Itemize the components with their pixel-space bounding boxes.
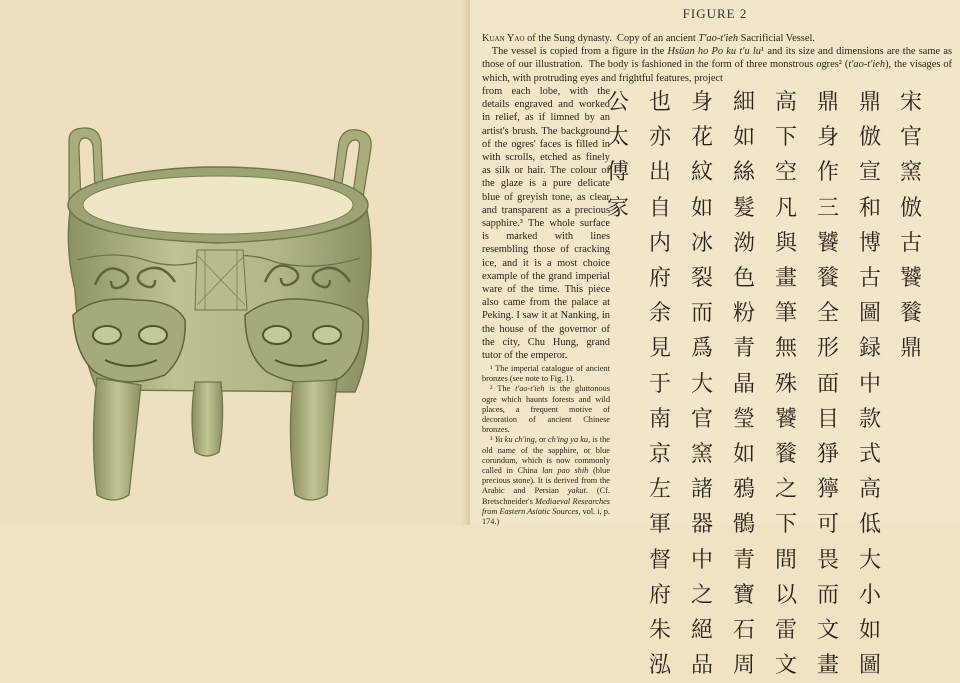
footnote-1: ¹ The imperial catalogue of ancient bronzes (see note to Fig. 1). xyxy=(482,364,610,384)
chinese-column-7: 也亦出自内府余見于南京左軍督府朱泓 xyxy=(648,90,671,679)
chinese-column-5: 細如絲髮泑色粉青晶瑩如鴉鶻青寶石周 xyxy=(732,90,755,679)
chinese-column-6: 身花紋如冰裂而爲大官窯諸器中之絕品 xyxy=(690,90,713,679)
right-page-text xyxy=(470,0,960,679)
chinese-column-8: 公太傅家 xyxy=(606,90,629,221)
chinese-column-2: 鼎倣宣和博古圖録中款式高低大小如圖 xyxy=(858,90,881,679)
left-page-plate xyxy=(0,0,470,525)
footnote-2: ² The t'ao-t'ieh is the gluttonous ogre which haunts forests and wild places, a frequent motive of decoration of ancient Chinese bronzes. xyxy=(482,384,610,435)
caption-column xyxy=(482,85,610,362)
caption-intro-text: Kuan Yao of the Sung dynasty. Copy of an ancient T'ao-t'ieh Sacrificial Vessel. The vessel is copied from a figure in the Hsüan ho Po ku t'u lu¹ and its size and dimensions are the same as those of our illustration. The body is fashioned in the form of three monstrous ogres² (t'ao-t'ieh), the visages of which, with protruding eyes and frightful features, project xyxy=(482,33,952,84)
chinese-column-3: 鼎身作三饕餮全形面目猙獰可畏而文畫 xyxy=(816,90,839,679)
footnote-3: ³ Ya ku ch'ing, or ch'ing ya ku, is the old name of the sapphire, or blue corundum, which is now commonly called in China lan pao shih (blue precious stone). It is derived from the Arabic and Persian yakut. (Cf. Bretschneider's Mediaeval Researches from Eastern Asiatic Sources, vol. i, p. 174.) xyxy=(482,435,611,527)
caption-column-text: from each lobe, with the details engraved and worked in relief, as if limned by an artist's brush. The background of the ogres' faces is filled in with scrolls, etched as finely as silk or hair. The colour of the glaze is a pure delicate blue of greyish tone, as clear and transparent as a precious sapphire.³ The whole surface is marked with lines resembling those of cracking ice, and it is a most choice example of the grand imperial ware of the time. This piece also came from the palace at Peking. I saw it at Nanking, in the house of the governor of the city, Chu Hung, grand tutor of the emperor. xyxy=(482,86,610,362)
footnotes xyxy=(482,364,610,527)
chinese-column-4: 高下空凡與畫筆無殊饕餮之下間以雷文 xyxy=(774,90,797,679)
caption-intro xyxy=(482,32,952,85)
chinese-column-1: 宋官窯倣古饕餮鼎 xyxy=(899,90,922,362)
figure-label: FIGURE 2 xyxy=(682,6,748,21)
tripod-vessel-illustration xyxy=(55,110,415,510)
